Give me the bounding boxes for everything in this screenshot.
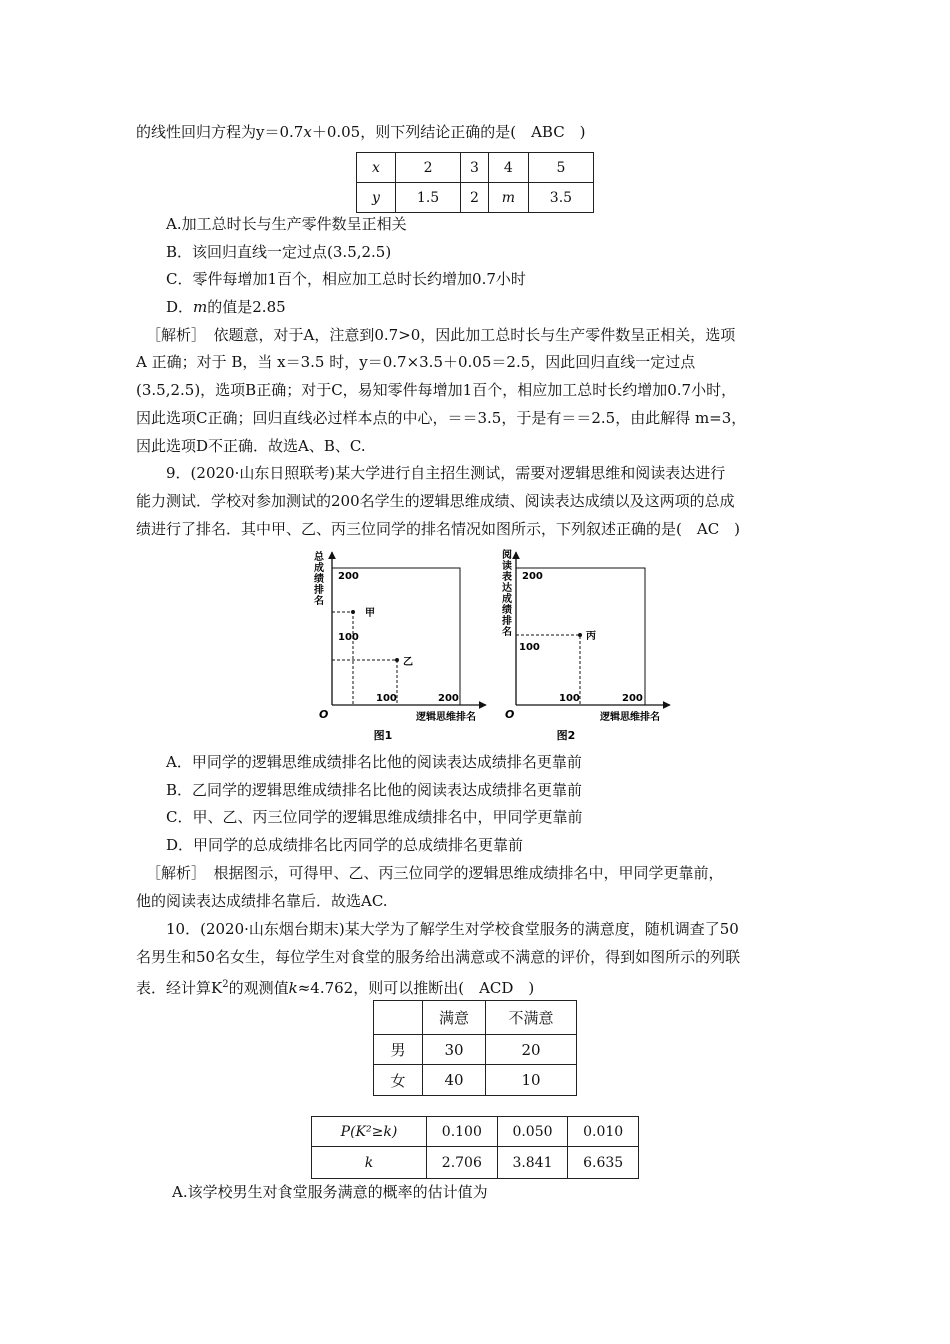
- fig1-x-label: 逻辑思维排名: [416, 712, 476, 723]
- table-cell: 2: [396, 153, 461, 183]
- q8-option-d-var: m: [193, 298, 208, 316]
- table-row: [374, 1065, 577, 1096]
- q10-stem3-a: 表．经计算K: [136, 979, 223, 997]
- table-cell: 3.841: [497, 1147, 568, 1179]
- fig1-guide-jia: [332, 612, 353, 705]
- q8-option-c: C．零件每增加1百个，相应加工总时长约增加0.7小时: [166, 270, 526, 288]
- q9-stem-line: 绩进行了排名．其中甲、乙、丙三位同学的排名情况如图所示，下列叙述正确的是( AC ): [136, 520, 741, 538]
- table-cell: 0.100: [427, 1117, 498, 1147]
- q8-stem: [136, 122, 586, 142]
- table-cell: 3.5: [528, 183, 593, 213]
- q9-stem-line: 能力测试．学校对参加测试的200名学生的逻辑思维成绩、阅读表达成绩以及这两项的总成: [136, 492, 735, 510]
- fig2-y-label-char: 排: [502, 616, 512, 627]
- q8-stem-pre: 的线性回归方程为y＝0.7: [136, 123, 304, 141]
- fig2-origin: O: [505, 708, 515, 721]
- fig1-y-label-char: 总: [314, 552, 324, 563]
- table-row: [357, 183, 594, 213]
- table-cell: 10: [486, 1065, 577, 1096]
- q10-stem3-sup: 2: [222, 979, 229, 990]
- q9-analysis-line: ［解析］ 根据图示，可得甲、乙、丙三位同学的逻辑思维成绩排名中，甲同学更靠前，: [146, 864, 724, 882]
- table-cell: 男: [374, 1035, 423, 1065]
- fig2-y-label-char: 绩: [502, 605, 512, 616]
- table-cell: k: [364, 1154, 374, 1171]
- table-cell: 2.706: [427, 1147, 498, 1179]
- table-cell: 2: [461, 183, 489, 213]
- fig1-y-tick: 200: [338, 571, 359, 582]
- fig1-y-label-char: 成: [314, 563, 324, 574]
- table-cell: P(K²≥k): [340, 1123, 398, 1140]
- table-cell: 20: [486, 1035, 577, 1065]
- fig2-x-tick: 100: [559, 693, 580, 704]
- table-cell: 30: [423, 1035, 486, 1065]
- table-cell: x: [372, 159, 380, 176]
- q10-stem3-c: ≈4.762，则可以推断出( ACD ): [297, 979, 535, 997]
- table-cell: 不满意: [486, 1001, 577, 1035]
- q8-stem-post: ＋0.05，则下列结论正确的是( ABC ): [311, 123, 586, 141]
- fig2-point-bing: [578, 633, 582, 637]
- fig1-y-label-char: 名: [314, 596, 324, 607]
- q8-analysis-line: 因此选项C正确；回归直线必过样本点的中心，＝＝3.5，于是有＝＝2.5，由此解得 m=3，: [136, 409, 747, 427]
- fig1-point-jia: [351, 610, 355, 614]
- fig2-y-tick: 100: [519, 642, 540, 653]
- q8-analysis-line: ［解析］ 依题意，对于A，注意到0.7>0，因此加工总时长与生产零件数呈正相关，选项: [146, 326, 736, 344]
- fig1-x-tick: 100: [376, 693, 397, 704]
- fig2-x-label: 逻辑思维排名: [600, 712, 660, 723]
- table-cell: m: [501, 189, 516, 206]
- q8-data-table: [356, 152, 594, 213]
- fig2-x-tick: 200: [622, 693, 643, 704]
- fig2-y-label-char: 成: [502, 594, 512, 605]
- fig1-y-tick: 100: [338, 632, 359, 643]
- q9-option-c: C．甲、乙、丙三位同学的逻辑思维成绩排名中，甲同学更靠前: [166, 808, 583, 826]
- table-cell: 6.635: [568, 1147, 639, 1179]
- fig2-y-label-char: 读: [502, 561, 512, 572]
- table-row: [357, 153, 594, 183]
- q10-stem-line: 名男生和50名女生，每位学生对食堂的服务给出满意或不满意的评价，得到如图所示的列联: [136, 948, 741, 966]
- q8-option-d-post: 的值是2.85: [207, 298, 286, 316]
- table-cell: [374, 1001, 423, 1035]
- fig1-label-jia: 甲: [365, 608, 375, 619]
- fig2-y-label-char: 达: [502, 583, 512, 594]
- q8-analysis-line: (3.5,2.5)，选项B正确；对于C，易知零件每增加1百个，相应加工总时长约增加0.7小时，: [136, 381, 737, 399]
- table-cell: 5: [528, 153, 593, 183]
- q10-contingency-table: [373, 1000, 577, 1096]
- q10-stem-line-3: [136, 975, 534, 998]
- q8-stem-var: x: [303, 123, 312, 141]
- fig1-caption: 图1: [373, 729, 393, 742]
- fig1-y-label-char: 绩: [314, 574, 324, 585]
- table-cell: 1.5: [396, 183, 461, 213]
- fig2-label-bing: 丙: [586, 631, 596, 642]
- q9-analysis-line: 他的阅读表达成绩排名靠后．故选AC.: [136, 892, 388, 910]
- fig1-origin: O: [319, 708, 329, 721]
- q9-stem-line: 9．(2020·山东日照联考)某大学进行自主招生测试，需要对逻辑思维和阅读表达进行: [166, 464, 726, 482]
- table-row: [374, 1035, 577, 1065]
- table-cell: 40: [423, 1065, 486, 1096]
- q8-option-d: [166, 297, 286, 317]
- q9-option-b: B．乙同学的逻辑思维成绩排名比他的阅读表达成绩排名更靠前: [166, 781, 583, 799]
- table-row: [312, 1147, 639, 1179]
- fig1-point-yi: [395, 658, 399, 662]
- figure-2: [501, 548, 670, 742]
- q10-critical-table: [311, 1116, 639, 1179]
- table-cell: 3: [461, 153, 489, 183]
- q8-option-a: A.加工总时长与生产零件数呈正相关: [166, 215, 407, 233]
- table-cell: 满意: [423, 1001, 486, 1035]
- table-cell: 0.010: [568, 1117, 639, 1147]
- q9-option-a: A．甲同学的逻辑思维成绩排名比他的阅读表达成绩排名更靠前: [166, 753, 582, 771]
- fig2-y-label-char: 表: [502, 572, 512, 583]
- q9-option-d: D．甲同学的总成绩排名比丙同学的总成绩排名更靠前: [166, 836, 524, 854]
- q8-analysis-line: 因此选项D不正确．故选A、B、C.: [136, 437, 366, 455]
- q10-stem3-var: k: [288, 979, 298, 997]
- q10-stem3-b: 的观测值: [228, 979, 289, 997]
- q9-figures: [300, 548, 700, 743]
- table-cell: 0.050: [497, 1117, 568, 1147]
- table-cell: 女: [374, 1065, 423, 1096]
- table-row: [374, 1001, 577, 1035]
- q8-option-b: B．该回归直线一定过点(3.5,2.5): [166, 243, 392, 261]
- q10-option-a: A.该学校男生对食堂服务满意的概率的估计值为: [172, 1183, 488, 1201]
- fig2-y-label-char: 阅: [502, 550, 512, 561]
- q10-stem-line: 10．(2020·山东烟台期末)某大学为了解学生对学校食堂服务的满意度，随机调查了50: [166, 920, 739, 938]
- fig2-caption: 图2: [556, 729, 576, 742]
- fig2-y-label-char: 名: [502, 627, 512, 638]
- fig2-y-tick: 200: [522, 571, 543, 582]
- fig1-x-tick: 200: [438, 693, 459, 704]
- fig1-y-label-char: 排: [314, 585, 324, 596]
- q8-option-d-pre: D．: [166, 298, 194, 316]
- table-cell: y: [372, 189, 380, 206]
- figure-1: [313, 550, 486, 742]
- table-cell: 4: [488, 153, 528, 183]
- table-row: [312, 1117, 639, 1147]
- q8-analysis-line: A 正确；对于 B，当 x＝3.5 时，y＝0.7×3.5＋0.05＝2.5，因此回归直线一定过点: [136, 353, 696, 371]
- fig1-label-yi: 乙: [403, 657, 413, 668]
